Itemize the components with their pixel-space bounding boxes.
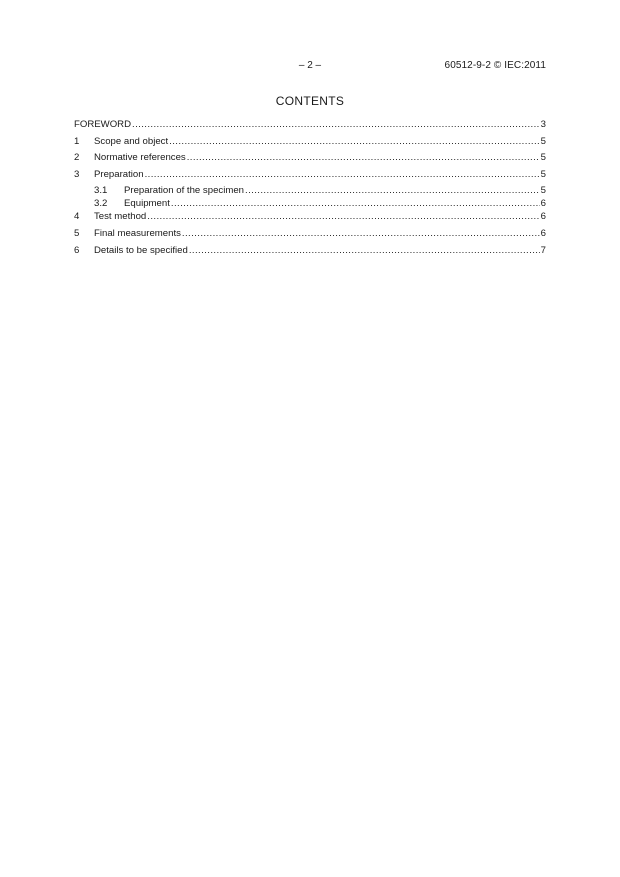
toc-title: CONTENTS xyxy=(275,94,345,108)
toc-entry-title: Preparation of the specimen xyxy=(124,185,244,197)
toc-entry-title: Test method xyxy=(94,211,147,223)
toc-entry-number: 6 xyxy=(74,244,80,256)
toc-entry-title: Final measurements xyxy=(94,227,181,239)
toc-entry-details-to-be-specified[interactable] xyxy=(74,244,546,257)
toc-entry-number: 5 xyxy=(74,227,80,239)
toc-entry-page: 5 xyxy=(540,185,546,197)
toc-entry-preparation[interactable] xyxy=(74,168,546,181)
toc-entry-number: 3.2 xyxy=(94,198,108,210)
toc-entry-title: FOREWORD xyxy=(74,119,132,130)
toc-entry-number: 4 xyxy=(74,211,80,223)
dot-leader xyxy=(169,135,540,148)
toc-entry-page: 5 xyxy=(540,135,546,147)
toc-entry-page: 5 xyxy=(540,168,546,180)
toc-entry-page: 3 xyxy=(540,119,546,130)
toc-entry-title: Scope and object xyxy=(94,135,169,147)
toc-entry-title: Normative references xyxy=(94,152,186,164)
dot-leader xyxy=(147,210,539,223)
toc-entry-page: 6 xyxy=(540,227,546,239)
toc-entry-title: Details to be specified xyxy=(94,244,188,256)
toc-entry-normative-references[interactable] xyxy=(74,151,546,164)
toc-entry-scope[interactable] xyxy=(74,135,546,148)
toc-entry-number: 2 xyxy=(74,152,80,164)
toc-entry-page: 6 xyxy=(540,211,546,223)
toc-entry-page: 6 xyxy=(540,198,546,210)
toc-entry-equipment[interactable] xyxy=(74,197,546,210)
dot-leader xyxy=(171,197,540,210)
toc-entry-final-measurements[interactable] xyxy=(74,227,546,240)
toc-entry-page: 5 xyxy=(540,152,546,164)
toc-entry-number: 1 xyxy=(74,135,80,147)
toc-entry-preparation-of-specimen[interactable] xyxy=(74,184,546,197)
toc-entry-test-method[interactable] xyxy=(74,210,546,223)
page-number: – 2 – xyxy=(298,60,322,71)
document-reference: 60512-9-2 © IEC:2011 xyxy=(444,60,546,71)
toc-entry-title: Equipment xyxy=(124,198,170,210)
dot-leader xyxy=(182,227,540,240)
table-of-contents xyxy=(74,118,546,257)
toc-entry-number: 3 xyxy=(74,168,80,180)
toc-entry-number: 3.1 xyxy=(94,185,108,197)
toc-entry-foreword[interactable] xyxy=(74,118,546,131)
dot-leader xyxy=(187,151,540,164)
dot-leader xyxy=(189,244,540,257)
dot-leader xyxy=(245,184,540,197)
toc-entry-page: 7 xyxy=(540,244,546,256)
toc-entry-title: Preparation xyxy=(94,168,144,180)
dot-leader xyxy=(132,118,540,131)
dot-leader xyxy=(145,168,540,181)
